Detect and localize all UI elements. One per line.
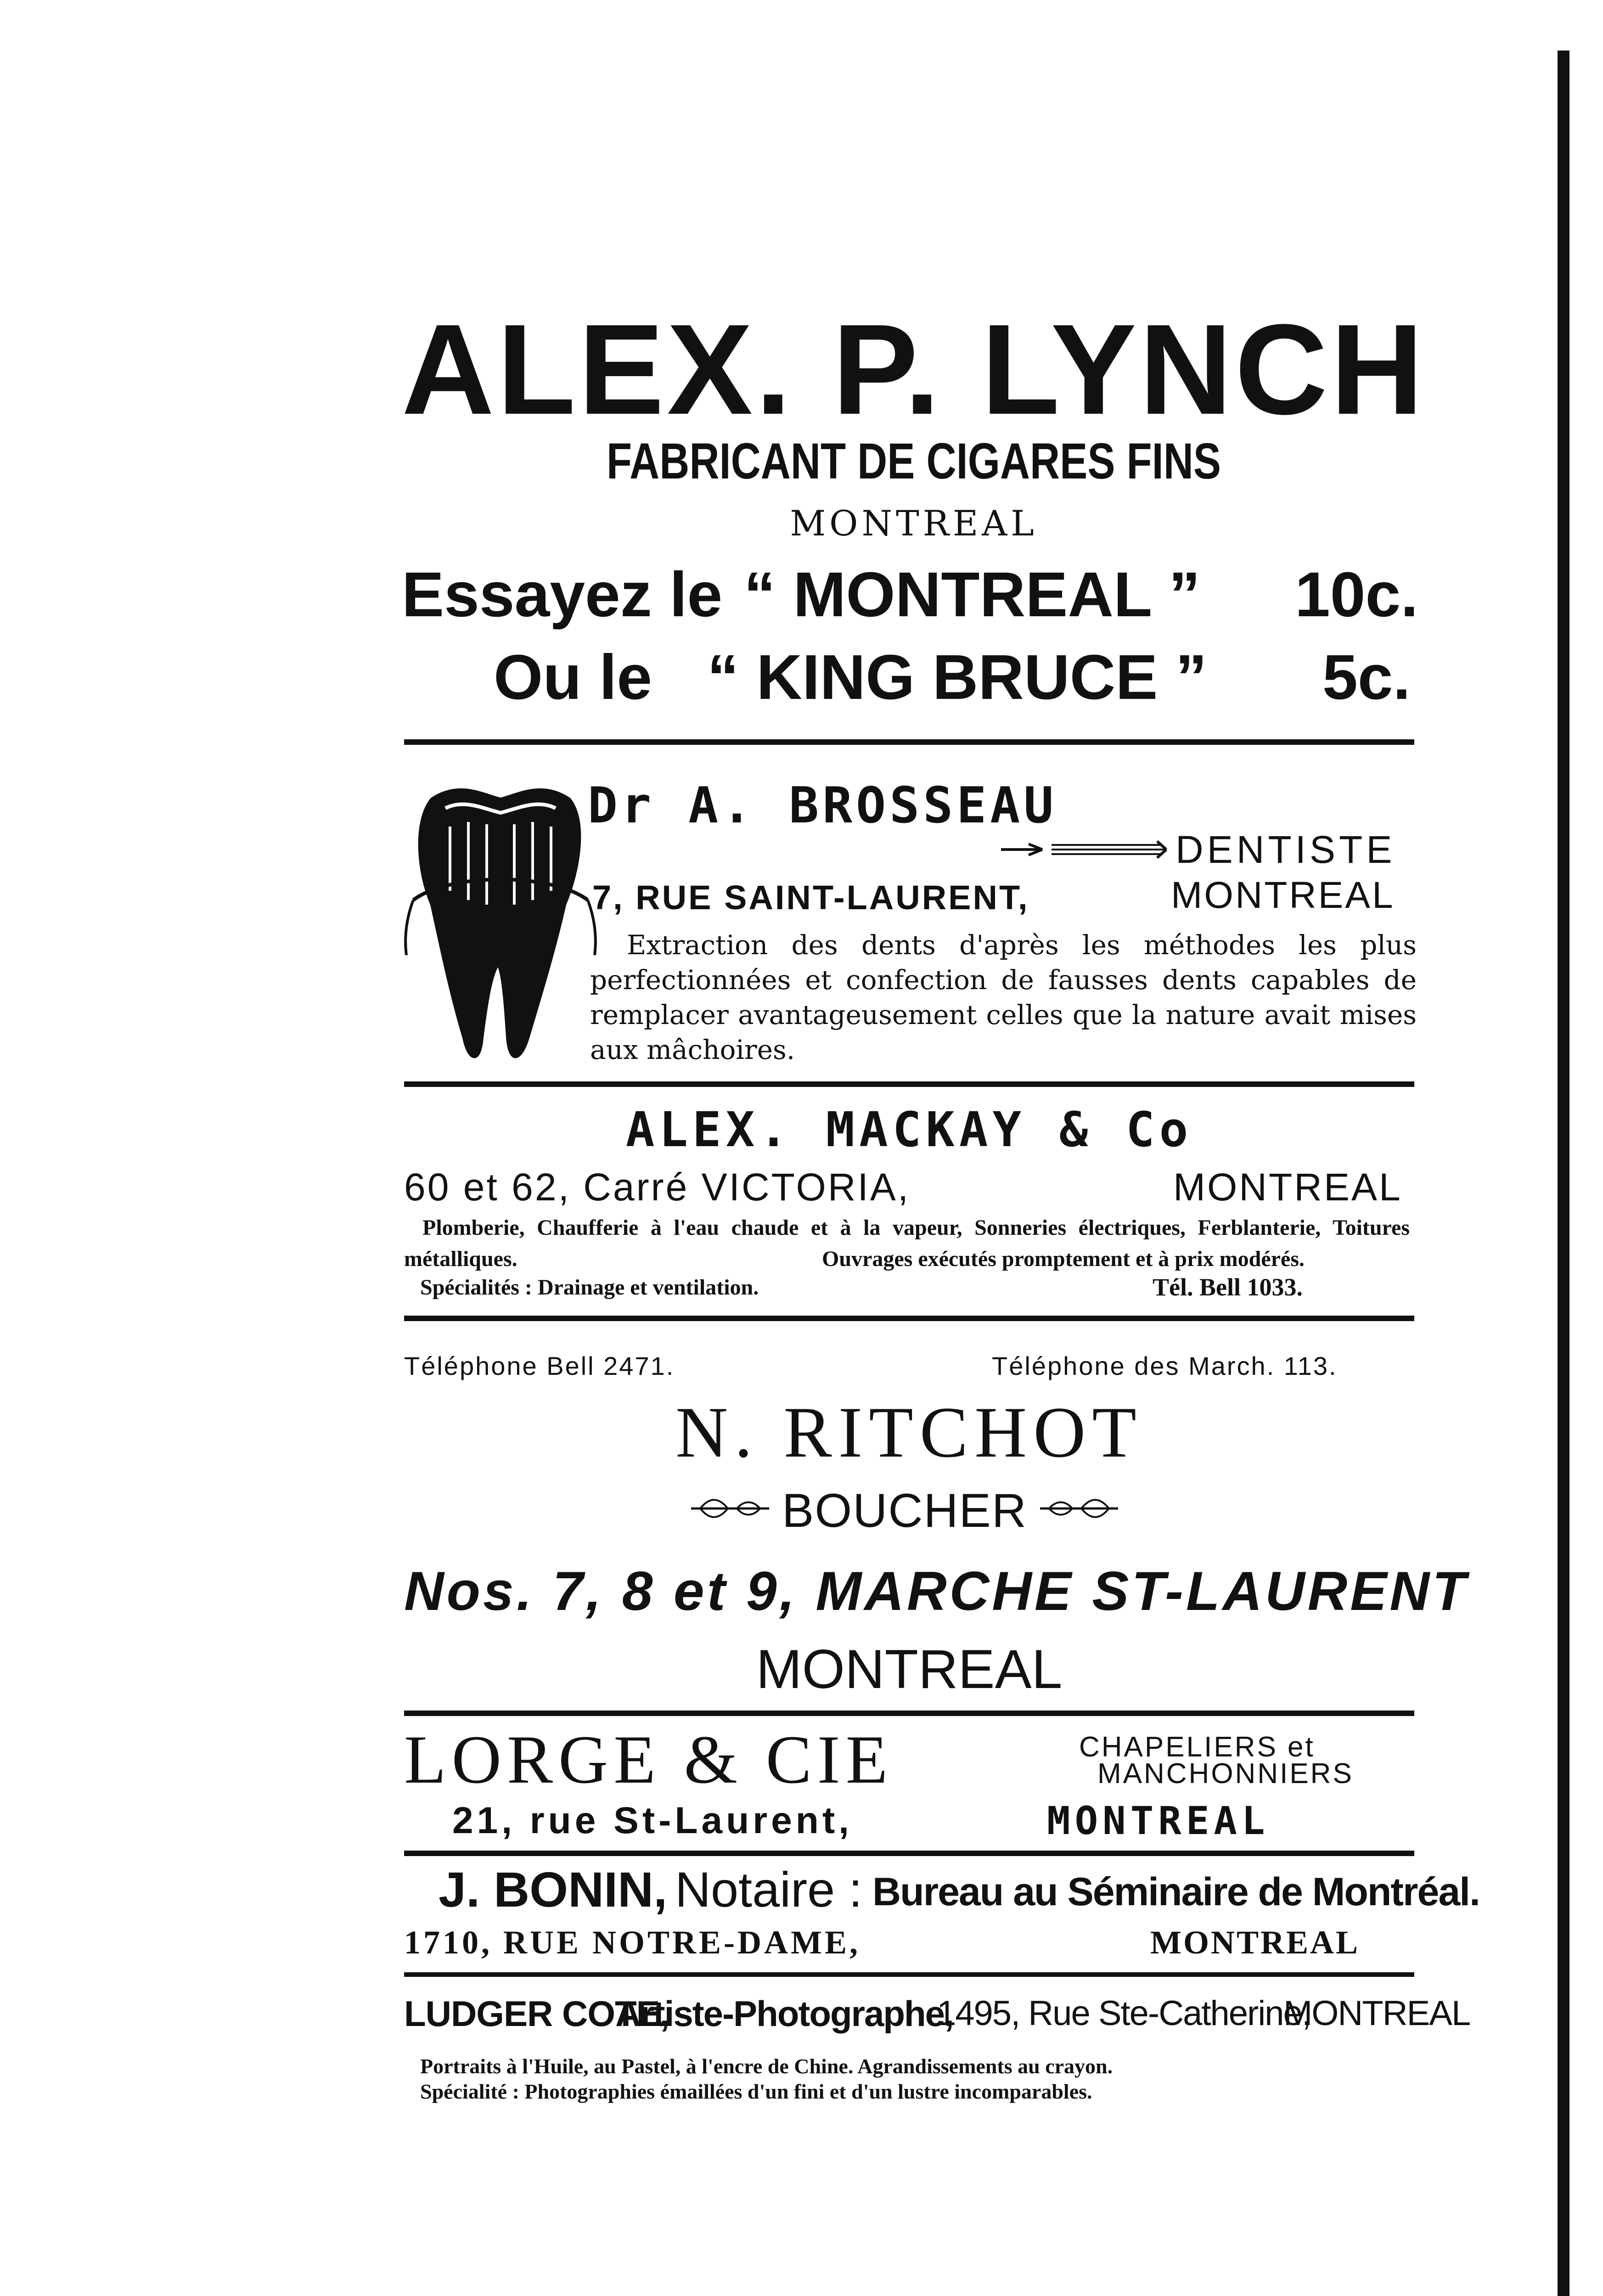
ornament-arrow-icon (1001, 840, 1176, 859)
divider (404, 1851, 1414, 1856)
bonin-office: Bureau au Séminaire de Montréal. (872, 1870, 1479, 1914)
ornament-left-icon (691, 1495, 769, 1522)
brosseau-description: Extraction des dents d'après les méthodes les plus perfectionnées et confection de fausses dents capables de remplacer avantageusement celles que la nature avait mises aux mâchoires. (590, 929, 1417, 1065)
cote-city: MONTREAL (1283, 1994, 1470, 2033)
lorge-trade-line1: CHAPELIERS et (1079, 1731, 1315, 1763)
lynch-city: MONTREAL (790, 503, 1038, 544)
lynch-line1-prefix: Essayez le (402, 559, 723, 630)
bonin-title: Notaire : (675, 1862, 863, 1917)
bonin-address: 1710, RUE NOTRE-DAME, (404, 1924, 861, 1961)
mackay-phone: Tél. Bell 1033. (1153, 1273, 1303, 1301)
mackay-city: MONTREAL (1173, 1165, 1402, 1209)
divider (404, 1972, 1414, 1977)
mackay-address: 60 et 62, Carré VICTORIA, (404, 1165, 911, 1209)
brosseau-title: DENTISTE (1176, 828, 1396, 871)
tooth-icon (404, 781, 597, 1075)
cote-name: LUDGER COTE, (404, 1993, 669, 2034)
ritchot-trade: BOUCHER (782, 1484, 1028, 1537)
mackay-promise: Ouvrages exécutés promptement et à prix modérés. (822, 1247, 1305, 1271)
lynch-name: ALEX. P. LYNCH (401, 298, 1426, 441)
lynch-line1-brand: “ MONTREAL ” (744, 559, 1201, 630)
divider (404, 739, 1414, 745)
lynch-line2-prefix: Ou le (494, 642, 652, 713)
lorge-trade-line2: MANCHONNIERS (1097, 1758, 1354, 1790)
divider (404, 1316, 1414, 1321)
ritchot-address: Nos. 7, 8 et 9, MARCHE ST-LAURENT (404, 1560, 1469, 1622)
brosseau-city: MONTREAL (1171, 874, 1395, 916)
bonin-city: MONTREAL (1150, 1924, 1360, 1961)
lorge-city: MONTREAL (1047, 1798, 1270, 1843)
lynch-line2-brand: “ KING BRUCE ” (707, 642, 1207, 713)
mackay-services: Plomberie, Chaufferie à l'eau chaude et à la vapeur, Sonneries électriques, Ferblanterie, Toitures métalliques. (404, 1216, 1410, 1271)
ornament-right-icon (1040, 1495, 1118, 1522)
lorge-address: 21, rue St-Laurent, (452, 1800, 853, 1841)
brosseau-name: Dr A. BROSSEAU (588, 777, 1057, 834)
cote-line2: Spécialité : Photographies émaillées d'un fini et d'un lustre incomparables. (420, 2080, 1092, 2103)
lynch-subtitle: FABRICANT DE CIGARES FINS (606, 433, 1221, 490)
ritchot-city: MONTREAL (756, 1638, 1063, 1700)
divider (404, 1081, 1414, 1087)
mackay-name: ALEX. MACKAY & Co (625, 1102, 1193, 1158)
brosseau-address: 7, RUE SAINT-LAURENT, (592, 878, 1029, 917)
mackay-specialties: Spécialités : Drainage et ventilation. (420, 1275, 759, 1300)
ritchot-phone-right: Téléphone des March. 113. (992, 1351, 1338, 1380)
lynch-line1-price: 10c. (1295, 559, 1418, 630)
ritchot-phone-left: Téléphone Bell 2471. (404, 1351, 675, 1380)
cote-title: Artiste-Photographe, (615, 1993, 953, 2034)
ritchot-name: N. RITCHOT (675, 1392, 1143, 1473)
divider (404, 1711, 1414, 1716)
cote-line1: Portraits à l'Huile, au Pastel, à l'encre de Chine. Agrandissements au crayon. (420, 2054, 1113, 2078)
lorge-name: LORGE & CIE (404, 1722, 894, 1798)
lynch-line2-price: 5c. (1322, 642, 1411, 713)
page-edge-bar (1558, 51, 1569, 2296)
cote-address: 1495, Rue Ste-Catherine, (937, 1994, 1311, 2033)
bonin-name: J. BONIN, (439, 1862, 668, 1917)
